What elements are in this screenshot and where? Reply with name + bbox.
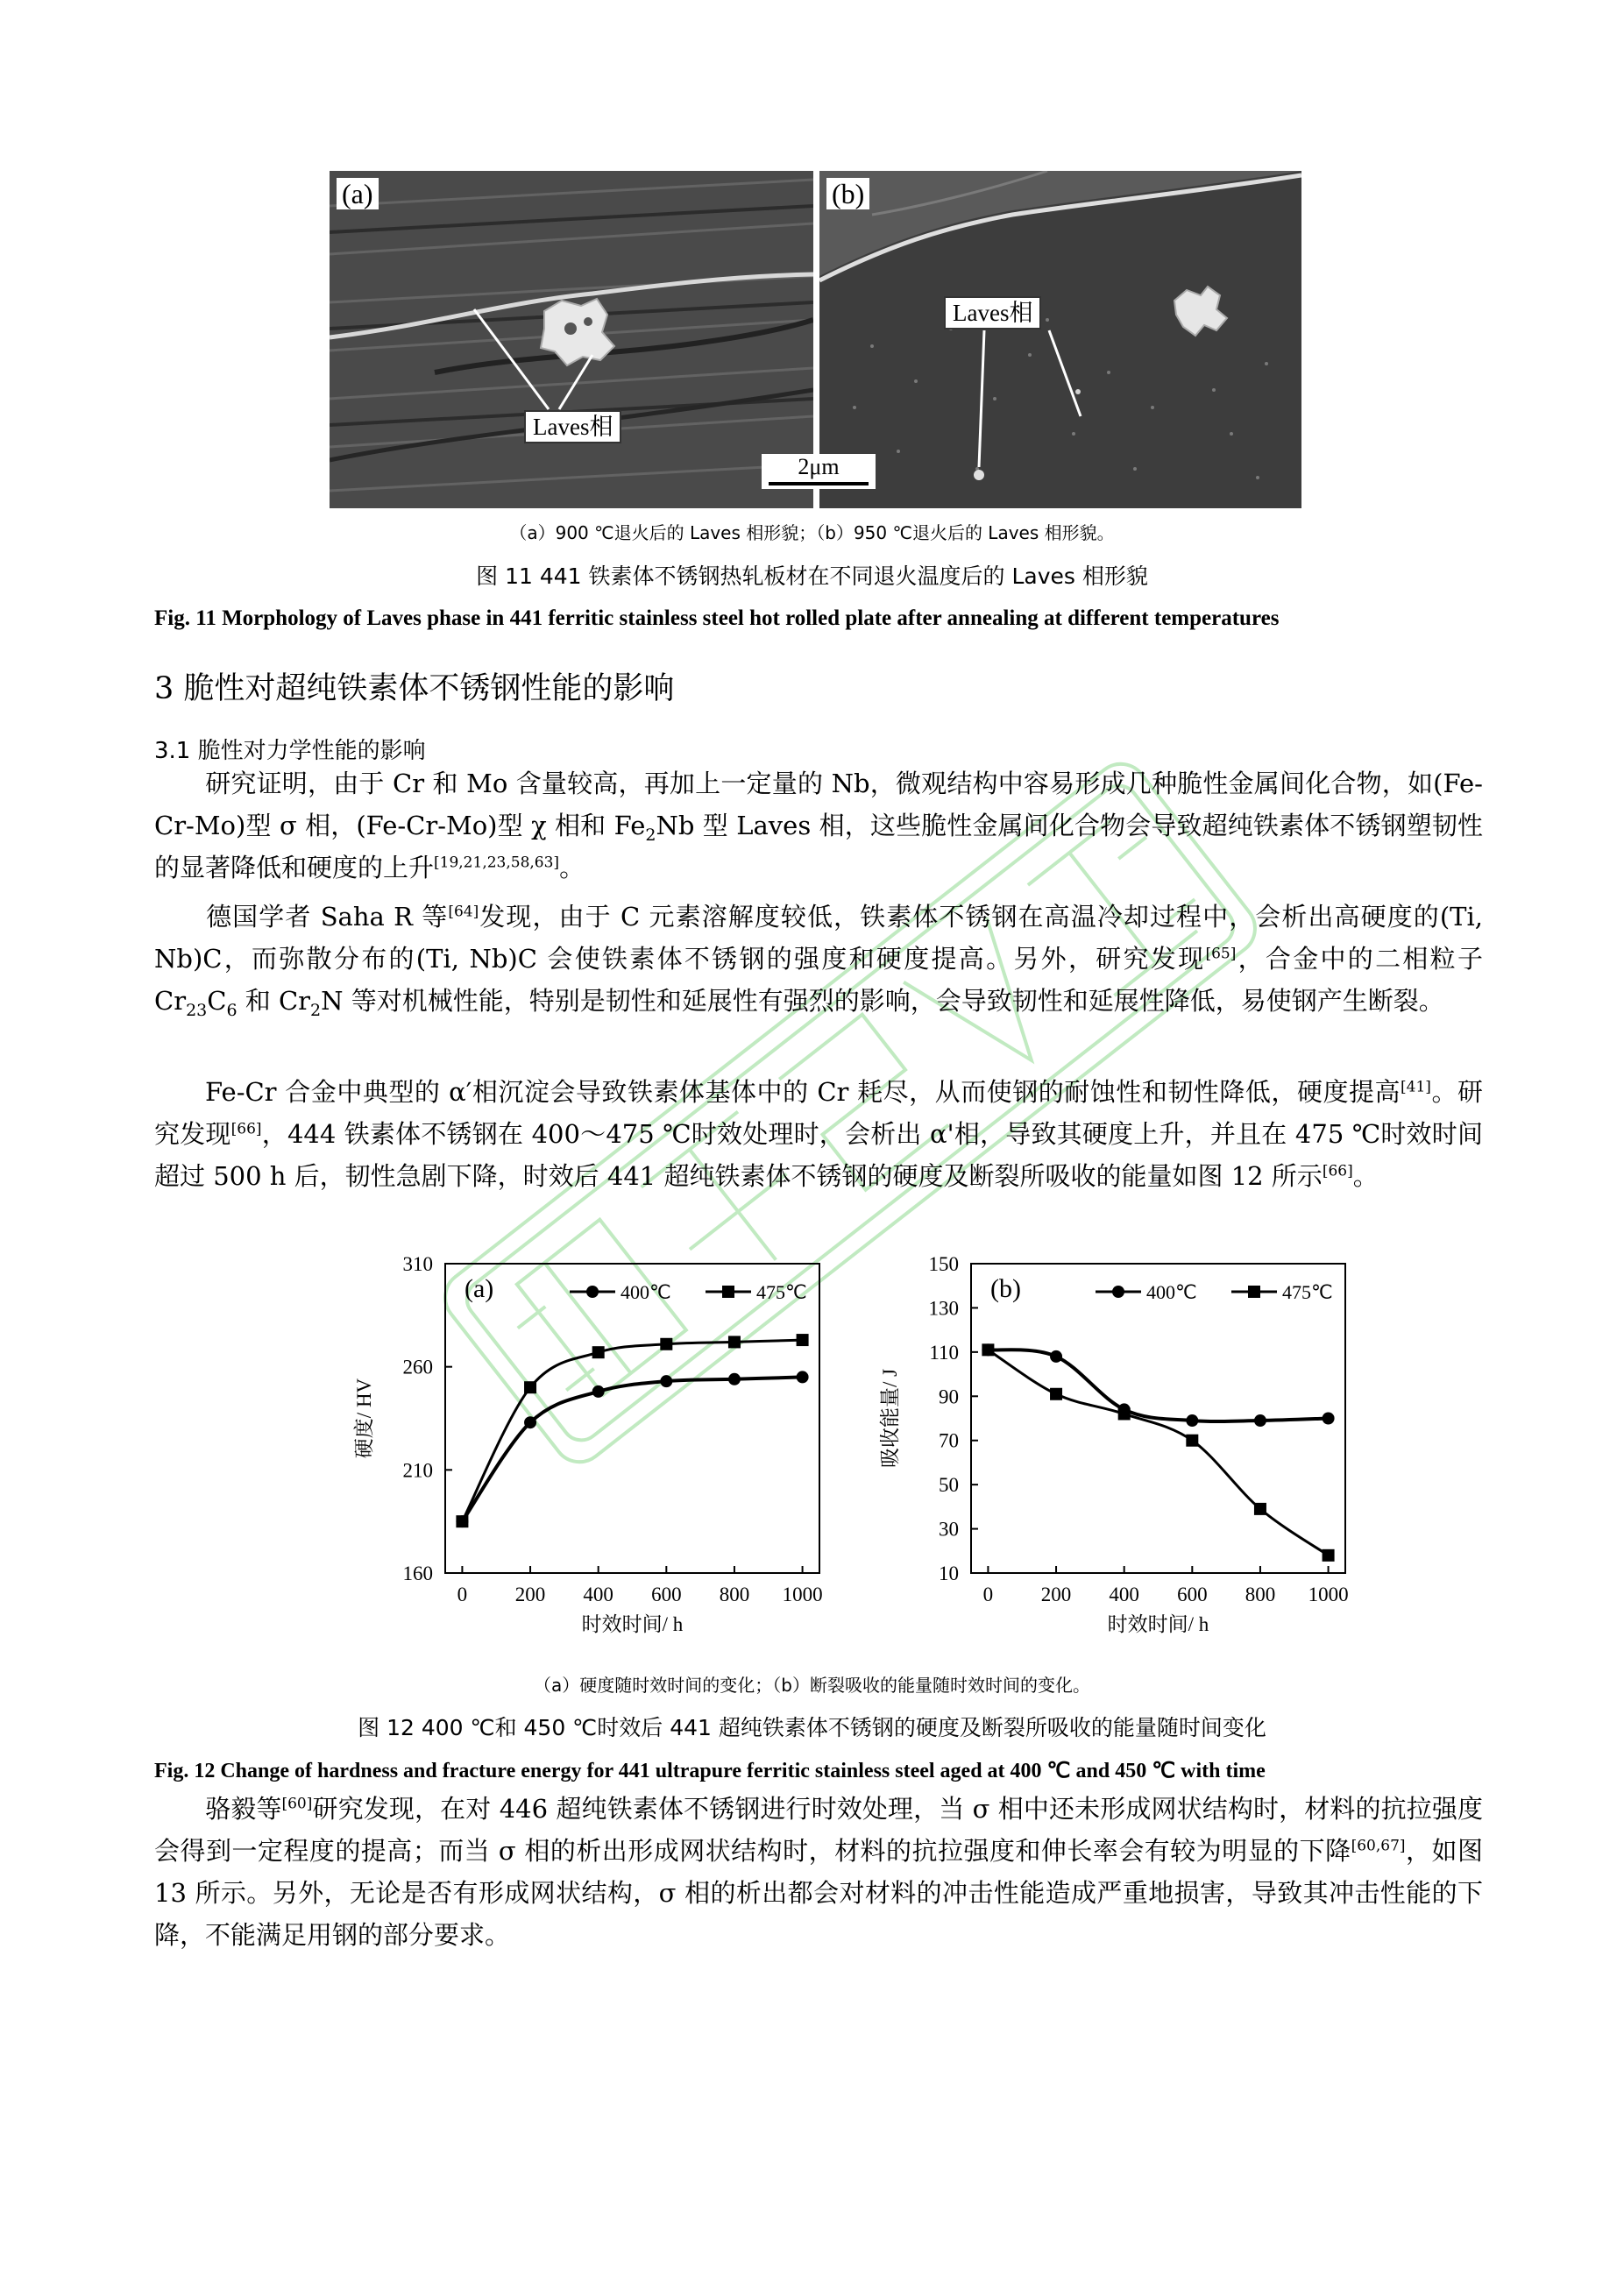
y-tick-label: 310 bbox=[402, 1253, 433, 1275]
series-line-square bbox=[988, 1350, 1328, 1555]
figure12-subcaption: （a）硬度随时效时间的变化；（b）断裂吸收的能量随时效时间的变化。 bbox=[534, 1675, 1090, 1696]
hardness-chart bbox=[316, 1244, 841, 1656]
data-point-square bbox=[797, 1334, 809, 1346]
section-heading: 3 脆性对超纯铁素体不锈钢性能的影响 bbox=[154, 671, 675, 706]
data-point-circle bbox=[1186, 1414, 1198, 1427]
panel-label: (a) bbox=[465, 1274, 494, 1303]
data-point-circle bbox=[1323, 1413, 1335, 1425]
x-tick-label: 800 bbox=[719, 1584, 750, 1605]
y-tick-label: 10 bbox=[939, 1563, 959, 1584]
legend-marker-circle bbox=[1112, 1286, 1124, 1298]
data-point-square bbox=[1186, 1435, 1198, 1447]
data-point-square bbox=[456, 1515, 468, 1527]
y-axis-label: 硬度/ HV bbox=[353, 1378, 375, 1459]
x-axis-label: 时效时间/ h bbox=[581, 1613, 684, 1635]
laves-callout-b: Laves相 bbox=[944, 296, 1041, 330]
data-point-square bbox=[660, 1338, 672, 1350]
data-point-square bbox=[1323, 1549, 1335, 1562]
y-tick-label: 160 bbox=[402, 1563, 433, 1584]
data-point-circle bbox=[660, 1375, 672, 1387]
data-point-circle bbox=[1254, 1414, 1266, 1427]
paragraph-2: 德国学者 Saha R 等[64]发现，由于 C 元素溶解度较低，铁素体不锈钢在高温冷却过程中，会析出高硬度的(Ti, Nb)C，而弥散分布的(Ti, Nb)C 会使铁素体不锈钢的强度和硬度提高。另外，研究发现[65]，合金中的二相粒子 $Cr_{23}C_6$ 和 $Cr_2N$ 等对机械性能，特别是韧性和延展性有强烈的影响，会导致韧性和延展性降低，易使钢产生断裂。 bbox=[154, 902, 1483, 1020]
y-tick-label: 50 bbox=[939, 1474, 959, 1497]
panel-b-label: (b) bbox=[826, 178, 869, 209]
scale-bar-label: 2μm bbox=[798, 454, 840, 479]
energy-chart bbox=[841, 1244, 1367, 1656]
scale-bar-line bbox=[769, 482, 869, 485]
paragraph-3: Fe-Cr 合金中典型的 α′相沉淀会导致铁素体基体中的 Cr 耗尽，从而使钢的耐蚀性和韧性降低，硬度提高[41]。研究发现[66]，444 铁素体不锈钢在 400～475 ℃时效处理时，会析出 α'相，导致其硬度上升，并且在 475 ℃时效时间超过 500 h 后，韧性急剧下降，时效后 441 超纯铁素体不锈钢的硬度及断裂所吸收的能量如图 12 所示[66]。 bbox=[154, 1077, 1483, 1191]
y-tick-label: 260 bbox=[402, 1356, 433, 1378]
panel-label: (b) bbox=[990, 1274, 1021, 1303]
plot-frame bbox=[445, 1264, 819, 1573]
data-point-circle bbox=[592, 1385, 605, 1398]
subsection-heading: 3.1 脆性对力学性能的影响 bbox=[154, 738, 426, 764]
x-tick-label: 200 bbox=[1040, 1584, 1072, 1605]
y-tick-label: 110 bbox=[929, 1341, 959, 1364]
figure11-subcaption: （a）900 ℃退火后的 Laves 相形貌；（b）950 ℃退火后的 Laves 相形貌。 bbox=[509, 522, 1115, 543]
scale-bar bbox=[762, 454, 876, 489]
data-point-circle bbox=[1050, 1350, 1062, 1363]
x-tick-label: 400 bbox=[583, 1584, 613, 1605]
sem-image-panel-a bbox=[330, 171, 813, 508]
y-tick-label: 150 bbox=[928, 1253, 959, 1275]
panel-a-label: (a) bbox=[337, 178, 379, 209]
y-axis-label: 吸收能量/ J bbox=[879, 1368, 901, 1469]
data-point-circle bbox=[524, 1416, 536, 1428]
x-tick-label: 400 bbox=[1109, 1584, 1139, 1605]
y-tick-label: 30 bbox=[939, 1518, 959, 1541]
laves-callout-a: Laves相 bbox=[524, 410, 621, 443]
legend-marker-circle bbox=[586, 1286, 599, 1298]
y-tick-label: 90 bbox=[939, 1385, 959, 1408]
x-tick-label: 1000 bbox=[782, 1584, 823, 1605]
x-tick-label: 0 bbox=[457, 1584, 468, 1605]
figure11-caption-en: Fig. 11 Morphology of Laves phase in 441 ferritic stainless steel hot rolled plate after annealing at different temperatures bbox=[154, 606, 1280, 630]
data-point-square bbox=[1254, 1503, 1266, 1515]
data-point-square bbox=[982, 1343, 994, 1356]
data-point-circle bbox=[728, 1373, 741, 1385]
paragraph-1: 研究证明，由于 Cr 和 Mo 含量较高，再加上一定量的 Nb，微观结构中容易形成几种脆性金属间化合物，如(Fe-Cr-Mo)型 σ 相，(Fe-Cr-Mo)型 χ 相和 $Fe_2Nb$ 型 Laves 相，这些脆性金属间化合物会导致超纯铁素体不锈钢塑韧性的显著降低和硬度的上升[19,21,23,58,63]。 bbox=[154, 769, 1483, 882]
x-tick-label: 800 bbox=[1245, 1584, 1276, 1605]
legend-label: 400℃ bbox=[1146, 1281, 1197, 1303]
y-tick-label: 210 bbox=[402, 1459, 433, 1482]
y-tick-label: 70 bbox=[939, 1429, 959, 1452]
x-tick-label: 1000 bbox=[1308, 1584, 1349, 1605]
legend-marker-square bbox=[722, 1286, 734, 1298]
data-point-circle bbox=[797, 1371, 809, 1383]
data-point-square bbox=[1050, 1388, 1062, 1400]
figure11-caption-cn: 图 11 441 铁素体不锈钢热轧板材在不同退火温度后的 Laves 相形貌 bbox=[476, 563, 1148, 589]
paragraph-4: 骆毅等[60]研究发现，在对 446 超纯铁素体不锈钢进行时效处理，当 σ 相中还未形成网状结构时，材料的抗拉强度会得到一定程度的提高；而当 σ 相的析出形成网状结构时，材料的抗拉强度和伸长率会有较为明显的下降[60,67]，如图 13 所示。另外，无论是否有形成网状结构，σ 相的析出都会对材料的冲击性能造成严重地损害，导致其冲击性能的下降，不能满足用钢的部分要求。 bbox=[154, 1794, 1483, 1950]
legend-label: 400℃ bbox=[621, 1281, 671, 1303]
legend-label: 475℃ bbox=[756, 1281, 807, 1303]
legend-label: 475℃ bbox=[1282, 1281, 1333, 1303]
x-tick-label: 0 bbox=[982, 1584, 994, 1605]
data-point-square bbox=[524, 1381, 536, 1393]
x-axis-label: 时效时间/ h bbox=[1107, 1613, 1209, 1635]
series-line-circle bbox=[462, 1377, 802, 1521]
x-tick-label: 600 bbox=[1177, 1584, 1208, 1605]
data-point-square bbox=[1118, 1407, 1131, 1420]
x-tick-label: 200 bbox=[514, 1584, 546, 1605]
sem-image-panel-b bbox=[819, 171, 1301, 508]
x-tick-label: 600 bbox=[651, 1584, 682, 1605]
y-tick-label: 130 bbox=[928, 1297, 959, 1320]
legend-marker-square bbox=[1248, 1286, 1260, 1298]
figure12-caption-en: Fig. 12 Change of hardness and fracture energy for 441 ultrapure ferritic stainless steel aged at 400 ℃ and 450 ℃ with time bbox=[154, 1760, 1266, 1782]
figure12-caption-cn: 图 12 400 ℃和 450 ℃时效后 441 超纯铁素体不锈钢的硬度及断裂所吸收的能量随时间变化 bbox=[358, 1715, 1266, 1740]
data-point-square bbox=[592, 1346, 605, 1358]
series-line-square bbox=[462, 1340, 802, 1521]
data-point-square bbox=[728, 1336, 741, 1348]
